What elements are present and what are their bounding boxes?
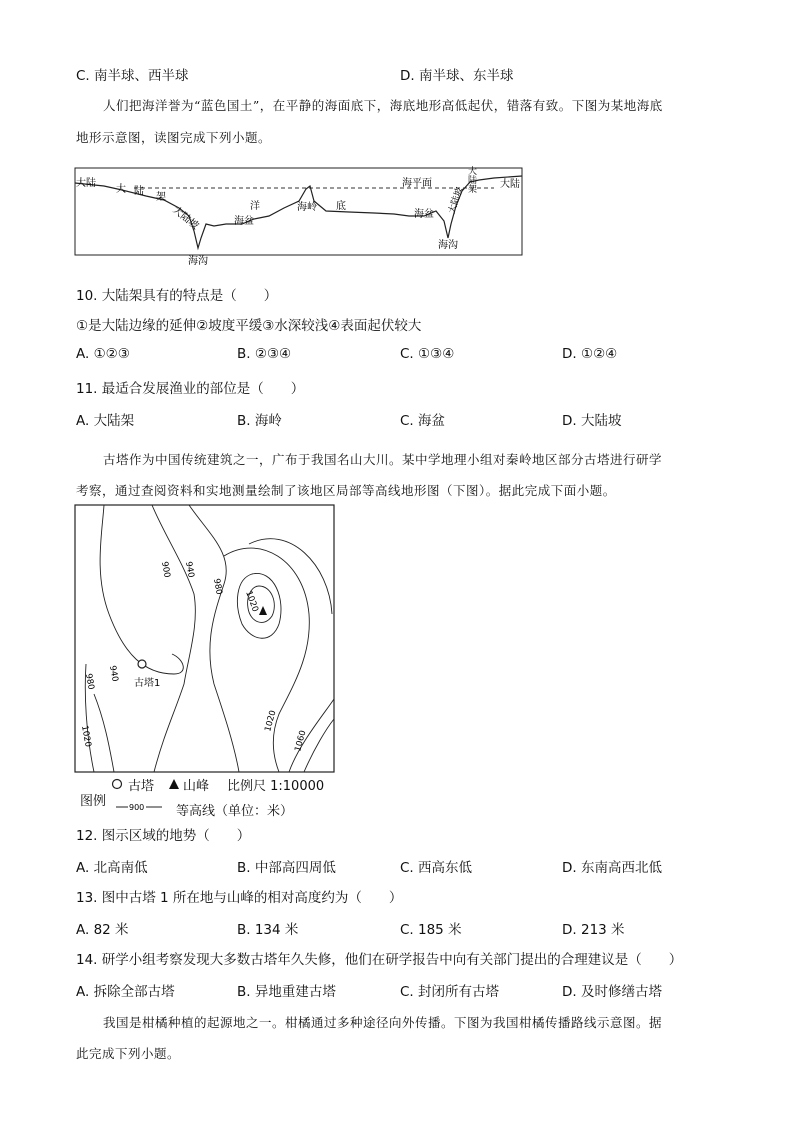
legend-pagoda-icon [110, 777, 124, 791]
q14-option-d: D. 及时修缮古塔 [562, 984, 662, 1000]
legend-peak: 山峰 [183, 779, 210, 794]
contour-label-9: 1060 [293, 729, 309, 753]
svg-text:900: 900 [129, 803, 145, 812]
contour-label-8: 1020 [263, 709, 279, 733]
label-shelf-right: 大陆架 [466, 166, 476, 193]
q12-option-a: A. 北高南低 [76, 860, 148, 876]
q11-option-d: D. 大陆坡 [562, 413, 622, 429]
peak-icon [259, 606, 267, 615]
citrus-passage-line-1: 我国是柑橘种植的起源地之一。柑橘通过多种途径向外传播。下图为我国柑橘传播路线示意图。据 [103, 1015, 663, 1030]
q10-option-d: D. ①②④ [562, 346, 618, 362]
q12-option-c: C. 西高东低 [400, 860, 473, 876]
q11-stem: 11. 最适合发展渔业的部位是（ ） [76, 381, 305, 397]
pagoda-label: 古塔1 [134, 678, 161, 689]
label-shelf-left-1: 大 [116, 184, 126, 195]
q11-option-a: A. 大陆架 [76, 413, 135, 429]
label-basin-left: 海盆 [234, 216, 254, 227]
legend-title: 图例 [80, 794, 107, 809]
label-shelf-left-2: 陆 [134, 186, 144, 197]
label-bottom: 底 [336, 201, 346, 212]
pagoda-passage-line-2: 考察，通过查阅资料和实地测量绘制了该地区局部等高线地形图（下图）。据此完成下面小题。 [76, 483, 616, 498]
contour-label-5: 980 [83, 672, 96, 691]
q13-option-b: B. 134 米 [237, 922, 299, 938]
contour-label-3: 980 [211, 577, 224, 596]
citrus-passage-line-2: 此完成下列小题。 [76, 1046, 181, 1061]
label-ocean: 洋 [250, 201, 260, 212]
q14-stem: 14. 研学小组考察发现大多数古塔年久失修，他们在研学报告中向有关部门提出的合理建议是（ ） [76, 952, 683, 968]
contour-label-2: 940 [183, 560, 196, 579]
q13-option-d: D. 213 米 [562, 922, 625, 938]
contour-label-4: 1020 [243, 589, 260, 614]
q10-statements: ①是大陆边缘的延伸②坡度平缓③水深较浅④表面起伏较大 [76, 318, 422, 334]
label-shelf-left-3: 架 [156, 192, 166, 203]
q13-stem: 13. 图中古塔 1 所在地与山峰的相对高度约为（ ） [76, 890, 403, 906]
label-slope-left: 大陆坡 [170, 204, 201, 232]
q13-option-c: C. 185 米 [400, 922, 462, 938]
q10-option-c: C. ①③④ [400, 346, 455, 362]
label-continent-right: 大陆 [500, 179, 520, 190]
legend-pagoda: 古塔 [128, 779, 155, 794]
contour-lines [85, 505, 334, 772]
seafloor-profile-figure [74, 156, 524, 268]
q13-option-a: A. 82 米 [76, 922, 129, 938]
contour-label-7: 1020 [79, 724, 93, 748]
contour-map-figure [74, 504, 336, 774]
q10-option-b: B. ②③④ [237, 346, 292, 362]
q10-option-a: A. ①②③ [76, 346, 130, 362]
label-trench-left: 海沟 [188, 256, 208, 267]
label-trench-right: 海沟 [438, 240, 458, 251]
q11-option-b: B. 海岭 [237, 413, 282, 429]
q10-stem: 10. 大陆架具有的特点是（ ） [76, 288, 278, 304]
label-sea-level: 海平面 [402, 178, 432, 189]
q12-option-d: D. 东南高西北低 [562, 860, 662, 876]
contour-label-6: 940 [107, 664, 120, 683]
label-continent-left: 大陆 [76, 178, 96, 189]
contour-label-1: 900 [159, 560, 172, 579]
q9-option-c: C. 南半球、西半球 [76, 68, 189, 84]
q12-stem: 12. 图示区域的地势（ ） [76, 828, 251, 844]
seafloor-passage-line-1: 人们把海洋誉为“蓝色国土”，在平静的海面底下，海底地形高低起伏，错落有致。下图为某地海底 [103, 98, 663, 113]
q11-option-c: C. 海盆 [400, 413, 446, 429]
pagoda-icon [138, 660, 146, 668]
label-ridge: 海岭 [297, 202, 317, 213]
label-slope-right: 大陆坡 [447, 186, 466, 215]
legend-peak-icon [167, 777, 181, 791]
q12-option-b: B. 中部高四周低 [237, 860, 336, 876]
q14-option-a: A. 拆除全部古塔 [76, 984, 175, 1000]
legend-contour-sample [114, 800, 164, 814]
q14-option-c: C. 封闭所有古塔 [400, 984, 500, 1000]
legend-contour: 等高线（单位：米） [176, 804, 294, 819]
label-basin-right: 海盆 [414, 209, 434, 220]
seafloor-passage-line-2: 地形示意图，读图完成下列小题。 [76, 130, 272, 145]
q9-option-d: D. 南半球、东半球 [400, 68, 514, 84]
q14-option-b: B. 异地重建古塔 [237, 984, 336, 1000]
pagoda-passage-line-1: 古塔作为中国传统建筑之一，广布于我国名山大川。某中学地理小组对秦岭地区部分古塔进行研学 [103, 452, 663, 467]
legend-scale: 比例尺 1:10000 [227, 779, 325, 794]
